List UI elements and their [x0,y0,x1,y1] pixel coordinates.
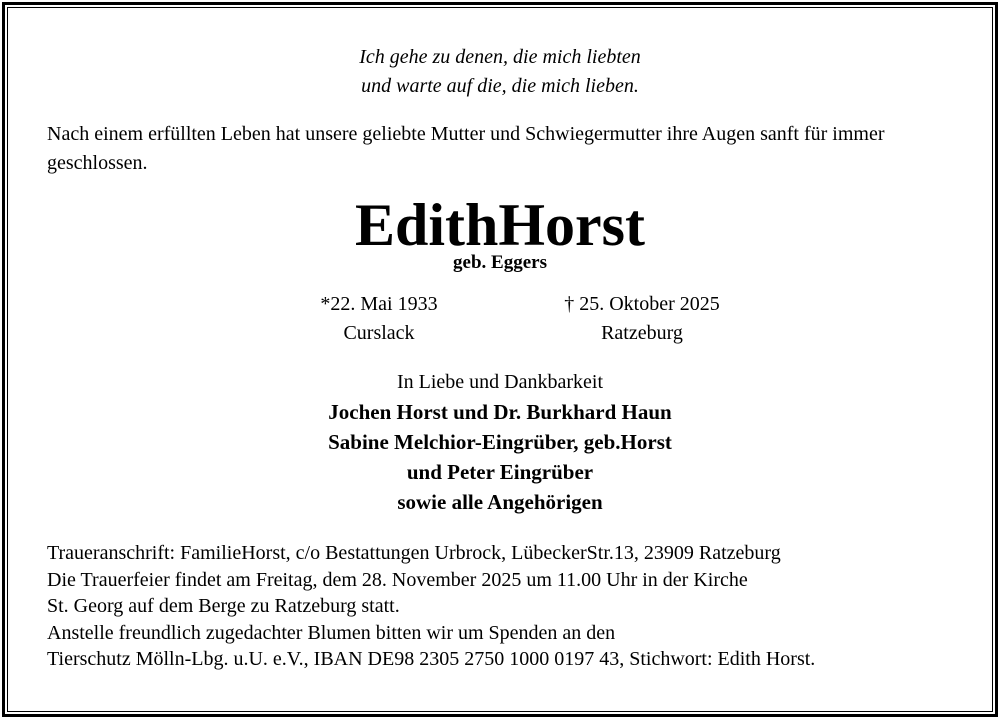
mourner-line: sowie alle Angehörigen [397,490,603,514]
birth-place: Curslack [343,322,415,344]
mourning-address: Traueranschrift: FamilieHorst, c/o Bestattungen Urbrock, LübeckerStr.13, 23909 Ratzeburg [47,542,781,564]
mourners-block [0,368,1000,517]
maiden-name: geb. Eggers [453,252,547,273]
deceased-name: EdithHorst [354,192,646,258]
death-date: † 25. Oktober 2025 [564,293,720,315]
mourner-line: Sabine Melchior-Eingrüber, geb.Horst [328,430,672,454]
service-information [47,540,967,673]
funeral-service-line: Die Trauerfeier findet am Freitag, dem 28. November 2025 um 11.00 Uhr in der Kirche [47,568,748,591]
intro-text: Nach einem erfüllten Leben hat unsere geliebte Mutter und Schwiegermutter ihre Augen sanft für immer geschlossen. [47,123,885,174]
mourners-lead: In Liebe und Dankbarkeit [396,371,604,393]
mourner-line: und Peter Eingrüber [406,460,594,484]
mourner-line: Jochen Horst und Dr. Burkhard Haun [328,400,672,424]
motto-verse [0,43,1000,101]
death-place: Ratzeburg [601,322,683,344]
funeral-location-line: St. Georg auf dem Berge zu Ratzeburg statt. [47,595,400,617]
motto-line-1: Ich gehe zu denen, die mich liebten [359,46,641,68]
birth-info [279,290,479,348]
motto-line-2: und warte auf die, die mich lieben. [361,75,639,97]
donation-details-line: Tierschutz Mölln-Lbg. u.U. e.V., IBAN DE98 2305 2750 1000 0197 43, Stichwort: Edith Horst. [47,648,816,670]
birth-date: *22. Mai 1933 [320,293,438,315]
donation-request-line: Anstelle freundlich zugedachter Blumen bitten wir um Spenden an den [47,621,616,644]
death-info [529,290,755,348]
